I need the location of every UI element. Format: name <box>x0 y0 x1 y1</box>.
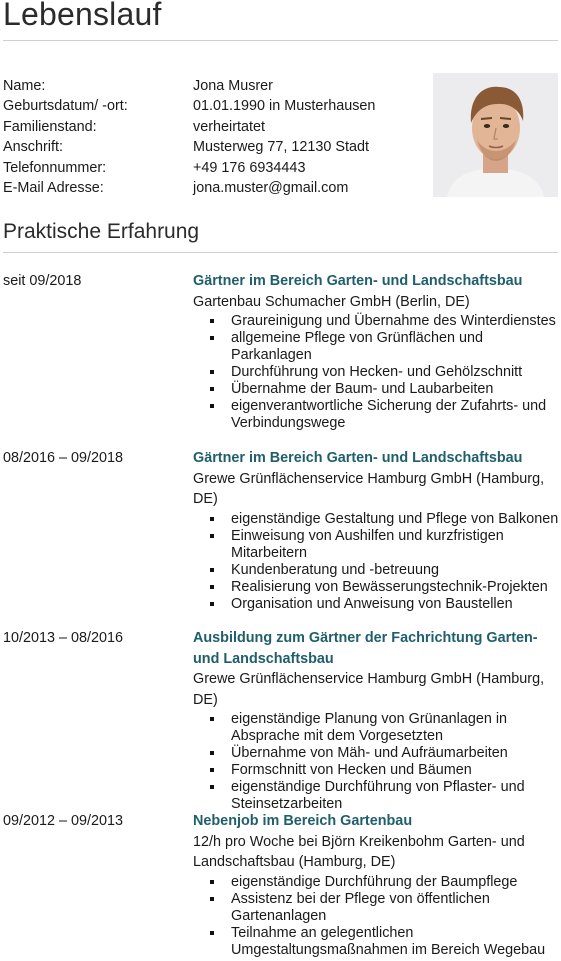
personal-label: Telefonnummer: <box>3 159 107 176</box>
job-title: Gärtner im Bereich Garten- und Landschaftsbau <box>193 273 523 289</box>
personal-row-address <box>3 137 423 157</box>
job-title: Gärtner im Bereich Garten- und Landschaftsbau <box>193 450 523 466</box>
job-title: Ausbildung zum Gärtner der Fachrichtung Garten- und Landschaftsbau <box>193 630 538 667</box>
task-list <box>193 874 561 959</box>
experience-body <box>193 628 561 813</box>
company-name: Grewe Grünflächenservice Hamburg GmbH (Hamburg, DE) <box>193 671 545 708</box>
company-name: Gartenbau Schumacher GmbH (Berlin, DE) <box>193 293 470 310</box>
list-item: Teilnahme an gelegentlichen Umgestaltungsmaßnahmen im Bereich Wegebau <box>193 925 561 959</box>
list-item: Organisation und Anweisung von Baustellen <box>193 596 561 613</box>
personal-row-name <box>3 76 423 96</box>
section-title: Praktische Erfahrung <box>3 220 200 243</box>
list-item: eigenverantwortliche Sicherung der Zufahrts- und Verbindungswege <box>193 398 561 432</box>
personal-row-phone <box>3 158 423 178</box>
personal-value: 01.01.1990 in Musterhausen <box>193 98 376 115</box>
experience-date: 08/2016 – 09/2018 <box>3 450 124 466</box>
list-item: eigenständige Planung von Grünanlagen in Absprache mit dem Vorgesetzten <box>193 711 561 745</box>
list-item: allgemeine Pflege von Grünflächen und Parkanlagen <box>193 330 561 364</box>
list-item: eigenständige Durchführung der Baumpflege <box>193 874 561 891</box>
task-list <box>193 313 561 432</box>
personal-label: Name: <box>3 78 46 94</box>
portrait-image <box>433 73 558 197</box>
experience-body <box>193 448 561 613</box>
title-divider <box>3 40 558 41</box>
experience-date: 09/2012 – 09/2013 <box>3 813 124 829</box>
personal-value: +49 176 6934443 <box>193 159 306 176</box>
list-item: Graureinigung und Übernahme des Winterdienstes <box>193 313 561 330</box>
list-item: eigenständige Durchführung von Pflaster- und Steinsetzarbeiten <box>193 779 561 813</box>
personal-row-status <box>3 117 423 137</box>
personal-value: jona.muster@gmail.com <box>193 179 349 196</box>
list-item: Übernahme der Baum- und Laubarbeiten <box>193 381 561 398</box>
page-title: Lebenslauf <box>3 0 162 32</box>
list-item: Assistenz bei der Pflege von öffentlichen Gartenanlagen <box>193 891 561 925</box>
personal-label: Geburtsdatum/ -ort: <box>3 98 128 115</box>
section-divider <box>3 252 558 253</box>
personal-value: Jona Musrer <box>193 78 273 94</box>
personal-row-email <box>3 178 423 198</box>
list-item: Realisierung von Bewässerungstechnik-Projekten <box>193 579 561 596</box>
experience-body <box>193 811 561 959</box>
task-list <box>193 711 561 813</box>
experience-date: 10/2013 – 08/2016 <box>3 630 124 646</box>
list-item: eigenständige Gestaltung und Pflege von Balkonen <box>193 511 561 528</box>
company-name: Grewe Grünflächenservice Hamburg GmbH (Hamburg, DE) <box>193 470 545 507</box>
personal-row-birth <box>3 96 423 116</box>
personal-value: verheirtatet <box>193 118 265 135</box>
list-item: Durchführung von Hecken- und Gehölzschnitt <box>193 364 561 381</box>
personal-label: E-Mail Adresse: <box>3 179 104 196</box>
task-list <box>193 511 561 613</box>
personal-value: Musterweg 77, 12130 Stadt <box>193 139 369 156</box>
list-item: Kundenberatung und -betreuung <box>193 562 561 579</box>
experience-date: seit 09/2018 <box>3 273 82 289</box>
list-item: Einweisung von Aushilfen und kurzfristigen Mitarbeitern <box>193 528 561 562</box>
personal-label: Anschrift: <box>3 139 63 156</box>
job-title: Nebenjob im Bereich Gartenbau <box>193 813 413 829</box>
list-item: Übernahme von Mäh- und Aufräumarbeiten <box>193 745 561 762</box>
company-name: 12/h pro Woche bei Björn Kreikenbohm Garten- und Landschaftsbau (Hamburg, DE) <box>193 833 525 870</box>
list-item: Formschnitt von Hecken und Bäumen <box>193 762 561 779</box>
experience-body <box>193 271 561 432</box>
personal-label: Familienstand: <box>3 118 97 135</box>
profile-photo <box>433 73 558 197</box>
personal-details <box>3 76 423 198</box>
